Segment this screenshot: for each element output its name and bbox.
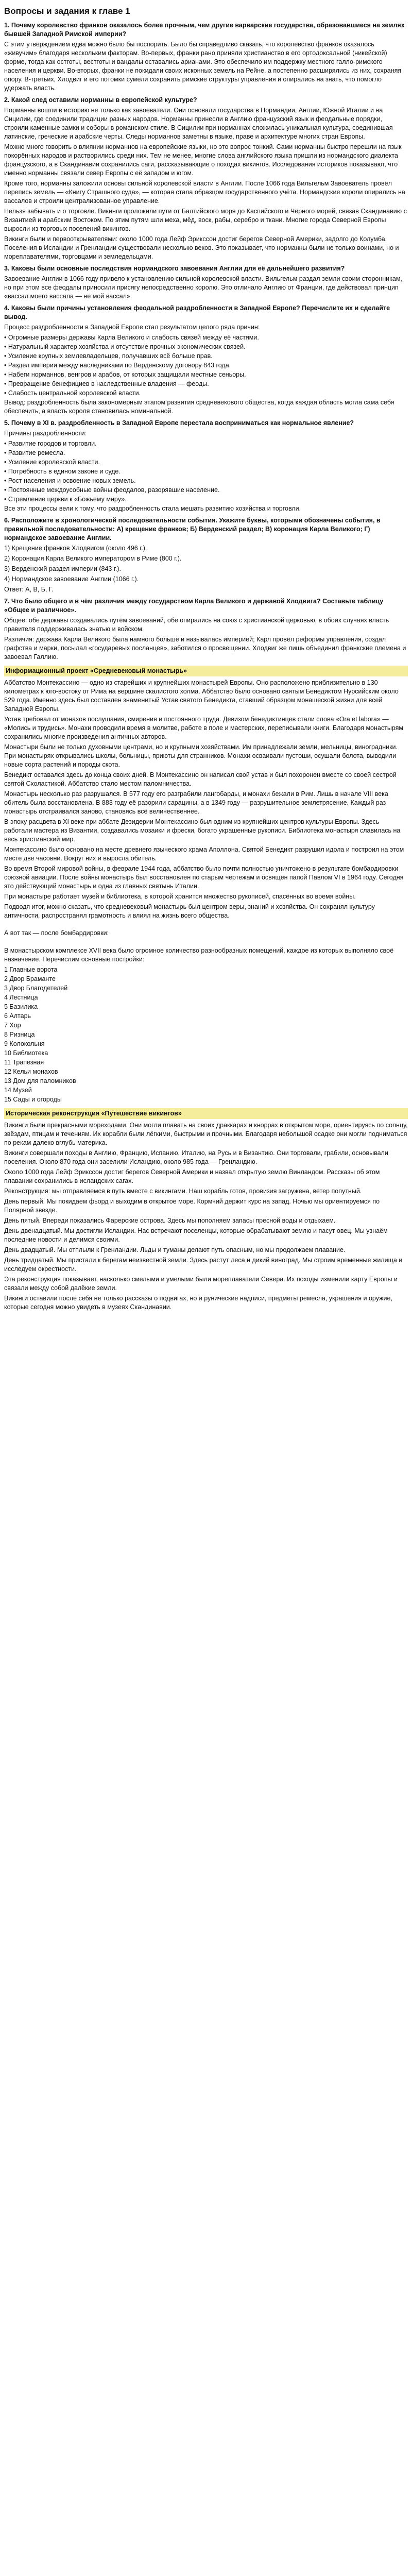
paragraph: Монастыри были не только духовными центрами, но и крупными хозяйствами. Им принадлежали земли, мельницы, виноградники. При монастырях открывались школы, больницы, приюты для странников. Монахи осваивали пустоши, осушали болота, выводили новые сорта растений и породы скота. — [4, 743, 398, 769]
list-item: 4 Лестница — [4, 994, 38, 1002]
paragraph: День первый. Мы покидаем фьорд и выходим в открытое море. Кормчий держит курс на запад. Ночью мы ориентируемся по Полярной звезде. — [4, 1198, 380, 1214]
paragraph: Можно много говорить о влиянии норманнов на европейские языки, но это вопрос тонкий. Сами норманны быстро перешли на язык покорённых народов и растворились среди них. Тем не менее, многие слова английского языка пришли из нормандского диалекта французского, а в Скандинавии сохранились саги, рассказывающие о походах викингов. Исследования историков показывают, что именно норманны связали север Европы с её западом и югом. — [4, 143, 402, 177]
question: 1. Почему королевство франков оказалось более прочным, чем другие варварские государства, образовавшиеся на землях бывшей Западной Римской империи? — [4, 22, 405, 38]
paragraph: Различия: держава Карла Великого была намного больше и называлась империей; Карл провёл реформы управления, создал графства и марки, посылал «государевых посланцев», заботился о просвещении. Хлодвиг же лишь объединил франкские племена и завоевал Галлию. — [4, 636, 406, 661]
spacer — [4, 922, 408, 929]
paragraph: День тридцатый. Мы пристали к берегам неизвестной земли. Здесь растут леса и дикий виноград. Мы строим временные жилища и исследуем окрестности. — [4, 1257, 403, 1273]
section-heading: Информационный проект «Средневековый монастырь» — [4, 666, 408, 676]
paragraph: 4) Нормандское завоевание Англии (1066 г.). — [4, 575, 139, 583]
list-item: • Натуральный характер хозяйства и отсутствие прочных экономических связей. — [4, 343, 246, 351]
question: 6. Расположите в хронологической последовательности события. Укажите буквы, которыми обозначены события, в правильной последовательности: А) крещение франков; Б) Верденский раздел; В) коронация Карла Великого; Г) нормандское завоевание Англии. — [4, 517, 381, 542]
paragraph: Монастырь несколько раз разрушался. В 577 году его разграбили лангобарды, и монахи бежали в Рим. Лишь в начале VIII века обитель была восстановлена. В 883 году её разорили сарацины, а в 1349 году — разрушительное землетрясение. Каждый раз монастырь отстраивался заново, становясь всё величественнее. — [4, 790, 388, 816]
paragraph: Викинги были и первооткрывателями: около 1000 года Лейф Эрикссон достиг берегов Северной Америки, задолго до Колумба. Поселения в Исландии и Гренландии существовали несколько веков. Это показывает, что норманны были не только воинами, но и мореплавателями, торговцами и земледельцами. — [4, 235, 399, 261]
section-heading: Историческая реконструкция «Путешествие викингов» — [4, 1108, 408, 1119]
list-item: 6 Алтарь — [4, 1012, 31, 1020]
list-item: 15 Сады и огороды — [4, 1096, 62, 1104]
paragraph: Бенедикт оставался здесь до конца своих дней. В Монтекассино он написал свой устав и был похоронен вместе со своей сестрой святой Схоластикой. Аббатство стало местом паломничества. — [4, 771, 397, 788]
paragraph: День двадцатый. Мы отплыли к Гренландии. Льды и туманы делают путь опасным, но мы продолжаем плавание. — [4, 1246, 346, 1254]
paragraph: Процесс раздробленности в Западной Европе стал результатом целого ряда причин: — [4, 324, 260, 331]
list-item: 14 Музей — [4, 1087, 32, 1094]
list-item: 5 Базилика — [4, 1003, 38, 1011]
list-item: 11 Трапезная — [4, 1059, 44, 1066]
paragraph: А вот так — после бомбардировки: — [4, 929, 109, 937]
list-item: 1 Главные ворота — [4, 966, 58, 974]
question: 7. Что было общего и в чём различия между государством Карла Великого и державой Хлодвига? Составьте таблицу «Общее и различное». — [4, 598, 384, 614]
paragraph: Реконструкция: мы отправляемся в путь вместе с викингами. Наш корабль готов, провизия загружена, ветер попутный. — [4, 1188, 362, 1195]
spacer — [4, 939, 408, 946]
list-item: 10 Библиотека — [4, 1049, 48, 1057]
paragraph: Викинги были прекрасными мореходами. Они могли плавать на своих драккарах и кноррах в открытом море, ориентируясь по солнцу, звёздам, птицам и течениям. Их корабли были лёгкими, быстрыми и прочными. Благодаря небольшой осадке они могли подниматься по рекам далеко вглубь материка. — [4, 1122, 408, 1147]
paragraph: Подводя итог, можно сказать, что средневековый монастырь был центром веры, знаний и хозяйства. Он сохранял культуру античности, распространял грамотность и влиял на жизнь всего общества. — [4, 903, 375, 920]
list-item: • Раздел империи между наследниками по Верденскому договору 843 года. — [4, 362, 231, 369]
list-item: • Превращение бенефициев в наследственные владения — феоды. — [4, 380, 209, 388]
list-item: • Развитие ремесла. — [4, 449, 65, 457]
paragraph: Вывод: раздробленность была закономерным этапом развития средневекового общества, когда каждая область могла сама себя обеспечить, а власть короля становилась номинальной. — [4, 399, 394, 415]
paragraph: Около 1000 года Лейф Эрикссон достиг берегов Северной Америки и назвал открытую землю Винландом. Рассказы об этом плавании сохранились в исландских сагах. — [4, 1168, 380, 1185]
paragraph: Норманны вошли в историю не только как завоеватели. Они основали государства в Нормандии, Англии, Южной Италии и на Сицилии, где соединили традиции разных народов. Норманны принесли в Англию французский язык и феодальные порядки, строили каменные замки и соборы в романском стиле. В Сицилии при норманнах сложилась уникальная культура, соединившая латинские, греческие и арабские черты. Следы норманнов заметны в языке, праве и архитектуре многих стран Европы. — [4, 107, 393, 141]
list-item: 9 Колокольня — [4, 1040, 45, 1048]
paragraph: С этим утверждением едва можно было бы поспорить. Было бы справедливо сказать, что королевство франков оказалось «живучим» благодаря нескольким факторам. Во-первых, франки рано приняли христианство в его ортодоксальной (никейской) форме, тогда как остготы, вестготы и вандалы оставались арианами. Это обеспечило им поддержку местного галло-римского населения и церкви. Во-вторых, франки не покидали своих исконных земель на Рейне, а постепенно расширялись из них, сохраняя опору. В-третьих, Хлодвиг и его потомки сумели сохранить римские структуры управления и опирались на знать, что помогло удержать власть. — [4, 41, 402, 92]
paragraph: Завоевание Англии в 1066 году привело к установлению сильной королевской власти. Вильгельм раздал земли своим сторонникам, но при этом все феодалы приносили присягу непосредственно королю. Это отличало Англию от Франции, где действовал принцип «вассал моего вассала — не мой вассал». — [4, 275, 402, 300]
list-item: 12 Кельи монахов — [4, 1068, 58, 1076]
list-item: 3 Двор Благодетелей — [4, 985, 68, 992]
list-item: • Огромные размеры державы Карла Великого и слабость связей между её частями. — [4, 334, 259, 342]
paragraph: Все эти процессы вели к тому, что раздробленность стала мешать развитию хозяйства и торговли. — [4, 505, 301, 513]
list-item: 13 Дом для паломников — [4, 1077, 76, 1085]
paragraph: Устав требовал от монахов послушания, смирения и постоянного труда. Девизом бенедиктинцев стали слова «Ora et labora» — «Молись и трудись». Монахи проводили время в молитве, работе в поле и мастерских, переписывали книги. Благодаря монастырям сохранились многие произведения античных авторов. — [4, 716, 403, 741]
paragraph: Монтекассино было основано на месте древнего языческого храма Аполлона. Святой Бенедикт разрушил идола и построил на этом месте две часовни. Вокруг них и выросла обитель. — [4, 846, 404, 862]
paragraph: При монастыре работает музей и библиотека, в которой хранится множество рукописей, спасённых во время войны. — [4, 893, 356, 901]
list-item: 2 Двор Браманте — [4, 975, 56, 983]
paragraph: Викинги оставили после себя не только рассказы о подвигах, но и рунические надписи, предметы ремесла, украшения и оружие, которые сегодня можно увидеть в музеях Скандинавии. — [4, 1295, 392, 1311]
paragraph: В монастырском комплексе XVII века было огромное количество разнообразных помещений, каждое из которых выполняло своё назначение. Перечислим основные постройки: — [4, 947, 394, 963]
page-title: Вопросы и задания к главе 1 — [4, 6, 130, 16]
paragraph: Нельзя забывать и о торговле. Викинги проложили пути от Балтийского моря до Каспийского и Чёрного морей, связав Скандинавию с Византией и арабским Востоком. По этим путям шли меха, мёд, воск, рабы, серебро и ткани. Многие города Северной Европы выросли из торговых поселений викингов. — [4, 208, 407, 233]
list-item: • Усиление королевской власти. — [4, 459, 100, 466]
paragraph: Ответ: А, В, Б, Г. — [4, 586, 54, 594]
paragraph: 3) Верденский раздел империи (843 г.). — [4, 565, 121, 573]
paragraph: В эпоху расцвета в XI веке при аббате Дезидерии Монтекассино был одним из крупнейших центров культуры Европы. Здесь работали мастера из Византии, создавались мозаики и фрески, богато украшенные рукописи. Библиотека монастыря славилась на весь христианский мир. — [4, 818, 401, 843]
paragraph: Во время Второй мировой войны, в феврале 1944 года, аббатство было почти полностью уничтожено в результате бомбардировки союзной авиации. После войны монастырь был восстановлен по старым чертежам и освящён папой Павлом VI в 1964 году. Сегодня это действующий монастырь и одна из главных святынь Италии. — [4, 865, 404, 890]
paragraph: День двенадцатый. Мы достигли Исландии. Нас встречают поселенцы, которые обрабатывают землю и пасут овец. Мы узнаём последние новости и делимся своими. — [4, 1227, 388, 1244]
content-blocks — [4, 21, 408, 1312]
paragraph: 2) Коронация Карла Великого императором в Риме (800 г.). — [4, 555, 182, 563]
paragraph: 1) Крещение франков Хлодвигом (около 496 г.). — [4, 545, 147, 552]
list-item: • Усиление крупных землевладельцев, получавших всё больше прав. — [4, 352, 213, 360]
list-item: • Развитие городов и торговли. — [4, 440, 97, 448]
list-item: • Слабость центральной королевской власти. — [4, 389, 141, 397]
paragraph: День пятый. Впереди показались Фарерские острова. Здесь мы пополняем запасы пресной воды и отдыхаем. — [4, 1217, 336, 1225]
list-item: 7 Хор — [4, 1022, 21, 1029]
list-item: • Рост населения и освоение новых земель. — [4, 477, 136, 485]
question: 4. Каковы были причины установления феодальной раздробленности в Западной Европе? Перечислите их и сделайте вывод. — [4, 304, 390, 321]
list-item: • Стремление церкви к «Божьему миру». — [4, 496, 127, 503]
question: 3. Каковы были основные последствия нормандского завоевания Англии для её дальнейшего развития? — [4, 265, 345, 273]
paragraph: Эта реконструкция показывает, насколько смелыми и умелыми были мореплаватели Севера. Их походы изменили карту Европы и связали между собой далёкие земли. — [4, 1276, 398, 1292]
list-item: 8 Ризница — [4, 1031, 35, 1039]
paragraph: Причины раздробленности: — [4, 430, 87, 437]
paragraph: Общее: обе державы создавались путём завоеваний, обе опирались на союз с христианской церковью, в обоих случаях власть правителя поддерживалась знатью и войском. — [4, 617, 389, 633]
paragraph: Викинги совершали походы в Англию, Францию, Испанию, Италию, на Русь и в Византию. Они торговали, грабили, основывали поселения. Около 870 года они заселили Исландию, около 985 года — Гренландию. — [4, 1149, 388, 1166]
question: 2. Какой след оставили норманны в европейской культуре? — [4, 96, 197, 104]
list-item: • Набеги норманнов, венгров и арабов, от которых защищали местные сеньоры. — [4, 371, 246, 379]
paragraph: Кроме того, норманны заложили основы сильной королевской власти в Англии. После 1066 года Вильгельм Завоеватель провёл перепись земель — «Книгу Страшного суда», — которая стала образцом государственного учёта. Нормандские короли опирались на вассалов и строили централизованное управление. — [4, 180, 405, 205]
list-item: • Постоянные междоусобные войны феодалов, разорявшие население. — [4, 486, 220, 494]
paragraph: Аббатство Монтекассино — одно из старейших и крупнейших монастырей Европы. Оно расположено приблизительно в 130 километрах к юго-востоку от Рима на вершине скалистого холма. Аббатство было основано святым Бенедиктом Нурсийским около 529 года. Именно здесь был составлен знаменитый Устав святого Бенедикта, ставший образцом монашеской жизни для всей Западной Европы. — [4, 679, 399, 713]
list-item: • Потребность в едином законе и суде. — [4, 468, 121, 476]
question: 5. Почему в XI в. раздробленность в Западной Европе перестала восприниматься как нормальное явление? — [4, 419, 354, 427]
